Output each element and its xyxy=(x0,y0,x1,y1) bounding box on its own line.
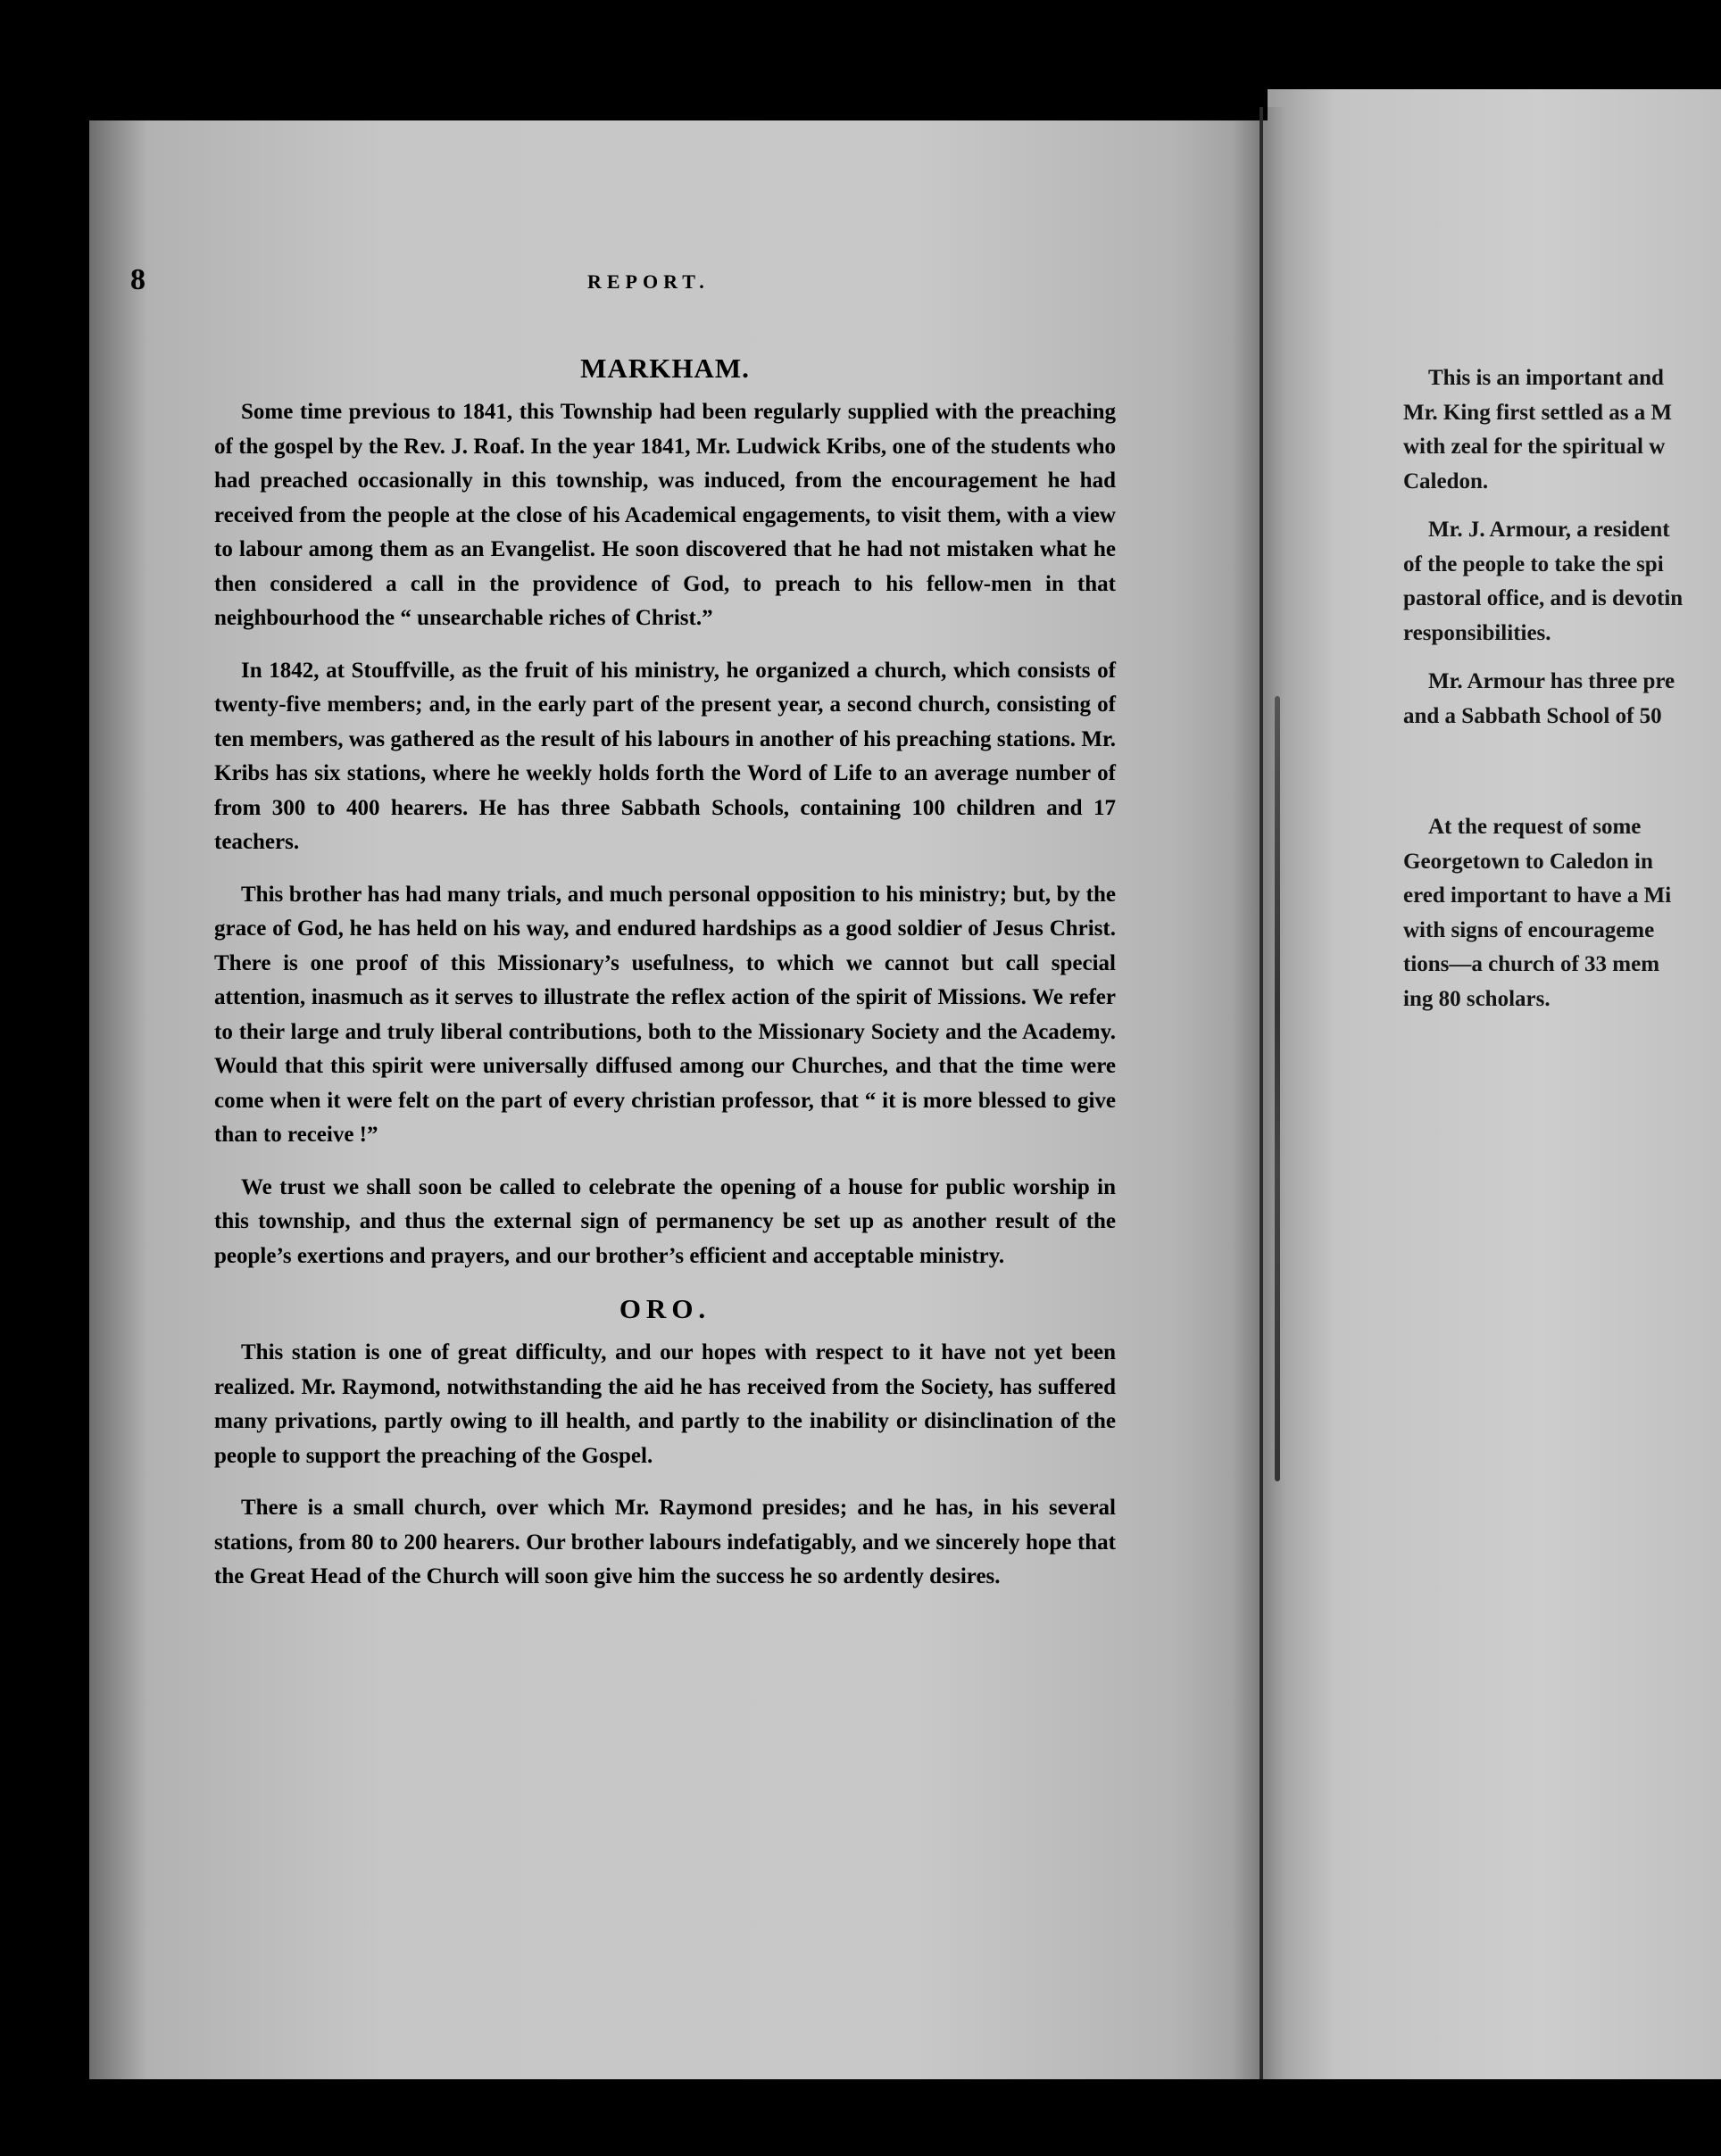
right-line: Mr. Armour has three pre xyxy=(1428,669,1675,693)
right-line: Mr. King first settled as a M xyxy=(1403,400,1673,425)
section-heading-markham: MARKHAM. xyxy=(580,352,750,384)
page-header xyxy=(130,263,1130,308)
paragraph: Some time previous to 1841, this Township had been regularly supplied with the preaching of the gospel by the Rev. J. Roaf. In the year 1841, Mr. Ludwick Kribs, one of the students who had preached occasionally in this township, was induced, from the encouragement he had received from the people at the close of his Academical engagements, to visit them, with a view to labour among them as an Evangelist. He soon discovered that he had not mistaken what he then considered a call in the providence of God, to preach to his fellow-men in that neighbourhood the “ unsearchable riches of Christ.” xyxy=(214,400,1116,630)
right-page xyxy=(1268,89,1721,2079)
right-line: and a Sabbath School of 50 xyxy=(1403,703,1662,728)
running-head: REPORT. xyxy=(587,270,710,293)
right-line: with signs of encourageme xyxy=(1403,917,1655,942)
paragraph: There is a small church, over which Mr. Raymond presides; and he has, in his several stations, from 80 to 200 hearers. Our brother labours indefatigably, and we sincerely hope that the Great Head of the Church will soon give him the success he so ardently desires. xyxy=(214,1496,1116,1588)
paragraph: This brother has had many trials, and much personal opposition to his ministry; but, by the grace of God, he has held on his way, and endured hardships as a good soldier of Jesus Christ. There is one proof of this Missionary’s usefulness, to which we cannot but call special attention, inasmuch as it serves to illustrate the reflex action of the spirit of Missions. We refer to their large and truly liberal contributions, both to the Missionary Society and the Academy. Would that this spirit were universally diffused among our Churches, and that the time were come when it were felt on the part of every christian professor, that “ it is more blessed to give than to receive !” xyxy=(214,882,1116,1147)
right-line: Caledon. xyxy=(1403,469,1489,493)
right-line: ing 80 scholars. xyxy=(1403,986,1551,1011)
right-line: ered important to have a Mi xyxy=(1403,883,1672,908)
binding-thread xyxy=(1275,696,1280,1481)
right-line: This is an important and xyxy=(1428,366,1664,390)
gutter-fold xyxy=(1260,107,1263,2079)
right-line: tions—a church of 33 mem xyxy=(1403,952,1660,976)
right-line: responsibilities. xyxy=(1403,620,1551,645)
paragraph: This station is one of great difficulty, and our hopes with respect to it have not yet been realized. Mr. Raymond, notwithstanding the aid he has received from the Society, has suffered many privations, partly owing to ill health, and partly to the inability or disinclination of the people to support the preaching of the Gospel. xyxy=(214,1340,1116,1468)
right-line: At the request of some xyxy=(1428,815,1642,839)
right-line: pastoral office, and is devotin xyxy=(1403,586,1684,610)
section-heading-oro: ORO. xyxy=(619,1293,711,1324)
left-page-text xyxy=(214,352,1116,1613)
paragraph: We trust we shall soon be called to celebrate the opening of a house for public worship in this township, and thus the external sign of permanency be set up as another result of the people’s exertions and prayers, and our brother’s efficient and acceptable ministry. xyxy=(214,1174,1116,1268)
paragraph: In 1842, at Stouffville, as the fruit of his ministry, he organized a church, which consists of twenty-five members; and, in the early part of the present year, a second church, consisting of ten members, was gathered as the result of his labours in another of his preaching stations. Mr. Kribs has six stations, where he weekly holds forth the Word of Life to an average number of from 300 to 400 hearers. He has three Sabbath Schools, containing 100 children and 17 teachers. xyxy=(214,658,1116,854)
right-page-text xyxy=(1403,361,1721,1016)
right-line: of the people to take the spi xyxy=(1403,551,1664,576)
right-line: Georgetown to Caledon in xyxy=(1403,849,1653,874)
page-number: 8 xyxy=(130,263,145,296)
right-line: Mr. J. Armour, a resident xyxy=(1428,518,1670,542)
right-line: with zeal for the spiritual w xyxy=(1403,435,1666,459)
